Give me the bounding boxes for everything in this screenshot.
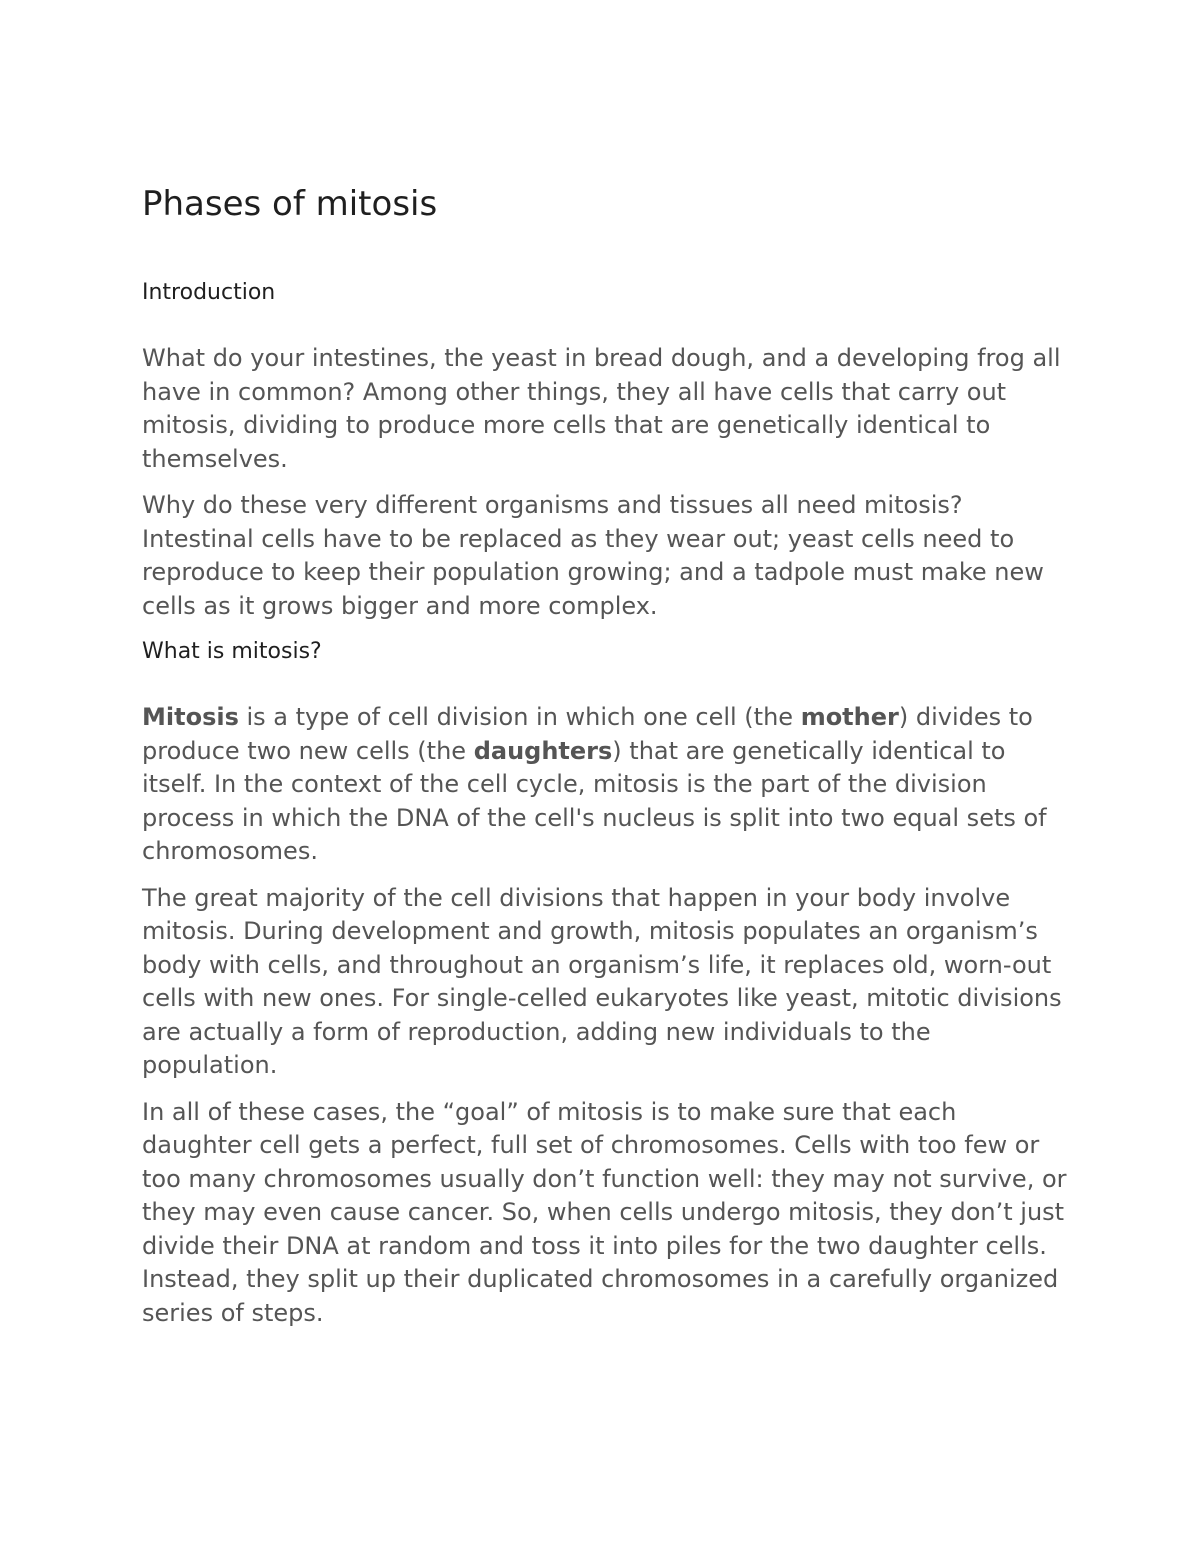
paragraph-definition	[142, 701, 1072, 869]
term-mitosis: Mitosis	[142, 703, 239, 731]
paragraph-intro-1: What do your intestines, the yeast in bread dough, and a developing frog all have in common? Among other things, they all have cells that carry out mitosis, dividing to produce more cells that are genetically identical to themselves.	[142, 344, 1061, 473]
paragraph-cell-divisions: The great majority of the cell divisions that happen in your body involve mitosis. During development and growth, mitosis populates an organism’s body with cells, and throughout an organism’s life, it replaces old, worn-out cells with new ones. For single-celled eukaryotes like yeast, mitotic divisions are actually a form of reproduction, adding new individuals to the population.	[142, 883, 1062, 1079]
section-heading-introduction: Introduction	[142, 280, 276, 305]
definition-text-2: ) divides to produce two new cells (the	[142, 703, 1033, 765]
paragraph-intro-2: Why do these very different organisms and tissues all need mitosis? Intestinal cells have to be replaced as they wear out; yeast cells need to reproduce to keep their population growing; and a tadpole must make new cells as it grows bigger and more complex.	[142, 491, 1044, 620]
term-daughters: daughters	[473, 736, 613, 765]
section-heading-what-is-mitosis: What is mitosis?	[142, 639, 322, 664]
paragraph-goal-of-mitosis: In all of these cases, the “goal” of mitosis is to make sure that each daughter cell gets a perfect, full set of chromosomes. Cells with too few or too many chromosomes usually don’t function well: they may not survive, or they may even cause cancer. So, when cells undergo mitosis, they don’t just divide their DNA at random and toss it into piles for the two daughter cells. Instead, they split up their duplicated chromosomes in a carefully organized series of steps.	[142, 1097, 1067, 1327]
definition-text-1: is a type of cell division in which one cell (the	[238, 703, 801, 731]
document-body	[142, 180, 1072, 1330]
definition-text-3: ) that are genetically identical to itself. In the context of the cell cycle, mitosis is the part of the division process in which the DNA of the cell's nucleus is split into two equal sets of chromosomes.	[142, 736, 1047, 865]
term-mother: mother	[800, 703, 899, 731]
document-title: Phases of mitosis	[142, 184, 438, 224]
